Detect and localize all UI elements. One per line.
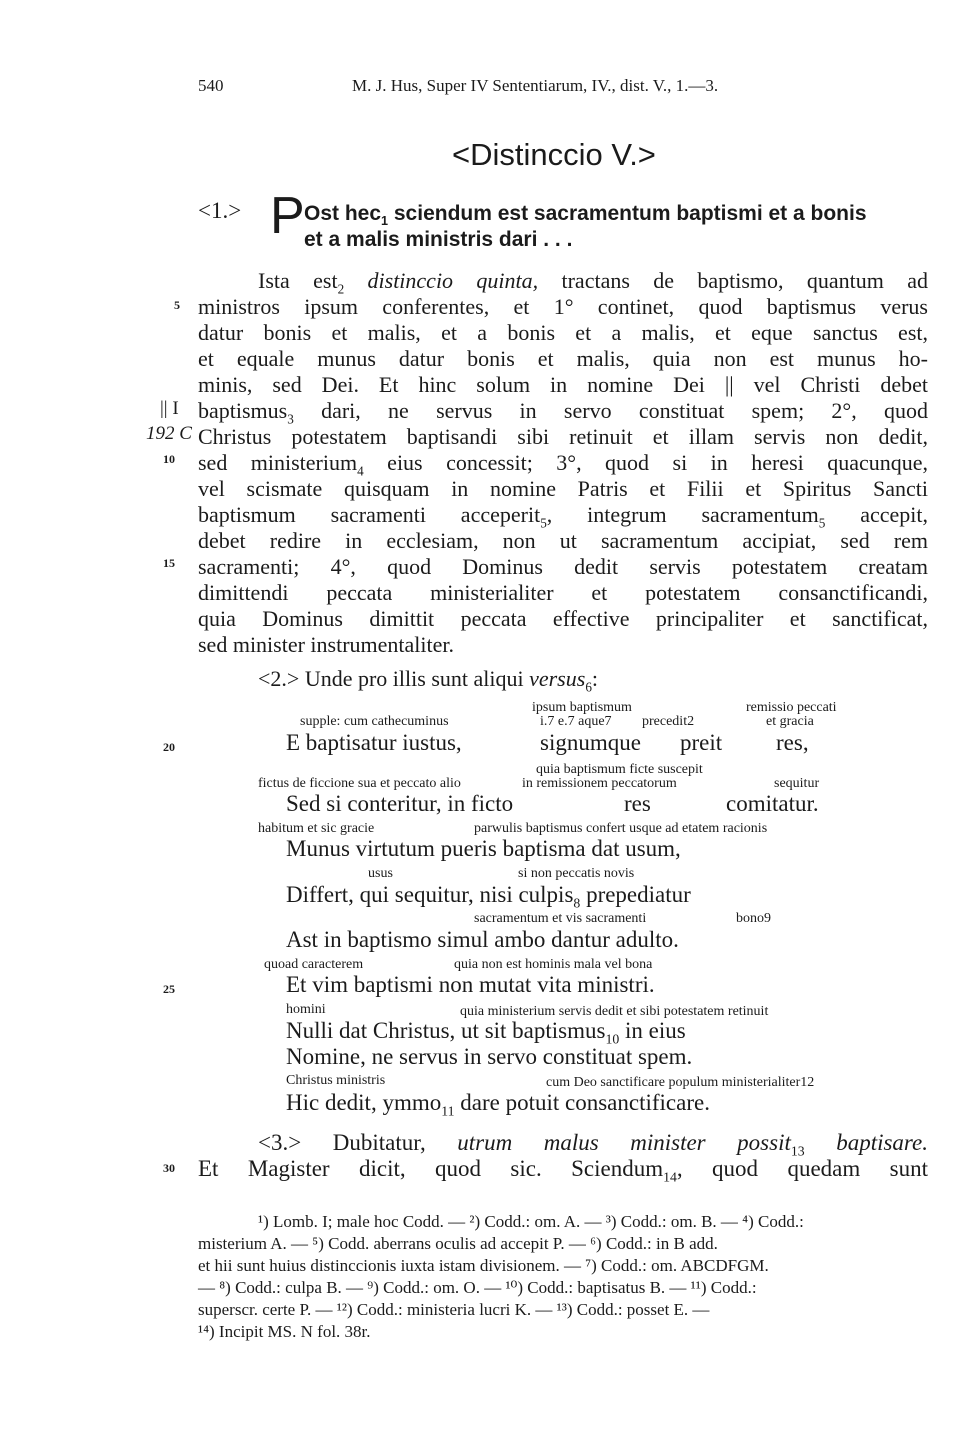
running-title: M. J. Hus, Super IV Sententiarum, IV., dist. V., 1.—3. bbox=[352, 76, 719, 95]
verse-2a: Sed si conteritur, in ficto bbox=[286, 791, 514, 816]
gloss: quia baptismum ficte suscepit bbox=[536, 762, 703, 777]
gloss: cum Deo sanctificare populum ministerialiter12 bbox=[546, 1075, 815, 1090]
verse-5: Ast in baptismo simul ambo dantur adulto. bbox=[286, 927, 679, 952]
para2-intro: <2.> Unde pro illis sunt aliqui versus$_6$: bbox=[258, 666, 599, 695]
para1-line-15: sed minister instrumentaliter. bbox=[198, 632, 455, 657]
para3-line-2: Et Magister dicit, quod sic. Sciendum$_{14}$, quod quedam sunt bbox=[198, 1156, 928, 1185]
verse-3: Munus virtutum pueris baptisma dat usum, bbox=[286, 836, 681, 861]
gloss: i.7 e.7 aque7 bbox=[540, 714, 612, 729]
page-number: 540 bbox=[198, 76, 224, 95]
verse-9: Hic dedit, ymmo$_{11}$ dare potuit consanctificare. bbox=[286, 1090, 710, 1119]
para3-line-1: <3.> Dubitatur, utrum malus minister possit$_{13}$ baptisare. bbox=[258, 1130, 928, 1159]
gloss: ipsum baptismum bbox=[532, 700, 632, 715]
gloss: precedit2 bbox=[642, 714, 695, 729]
para1-line-4: et equale munus datur bonis et malis, quia non est munus ho- bbox=[198, 346, 928, 371]
gloss: in remissionem peccatorum bbox=[522, 776, 677, 791]
para1-line-13: dimittendi peccata ministerialiter et potestatem consanctificandi, bbox=[198, 580, 928, 605]
para1-line-12: sacramenti; 4°, quod Dominus dedit servis potestatem creatam bbox=[198, 554, 928, 579]
para1-line-6: baptismus$_3$ dari, ne servus in servo constituat spem; 2°, quod bbox=[198, 398, 928, 427]
para1-line-3: datur bonis et malis, et a bonis et a malis, et eque sanctus est, bbox=[198, 320, 928, 345]
para1-line-7: Christus potestatem baptisandi sibi retinuit et illam servis non dedit, bbox=[198, 424, 928, 449]
para1-line-1: Ista est$_2$ distinccio quinta, tractans de baptismo, quantum ad bbox=[258, 268, 929, 297]
para1-line-5: minis, sed Dei. Et hinc solum in nomine Dei || vel Christi debet bbox=[198, 372, 928, 397]
line-number-10: 10 bbox=[163, 452, 175, 466]
section-title: <Distinccio V.> bbox=[452, 137, 656, 172]
footnote-line-6: ¹⁴) Incipit MS. N fol. 38r. bbox=[198, 1322, 371, 1341]
gloss: sacramentum et vis sacramenti bbox=[474, 911, 647, 926]
gloss: usus bbox=[368, 866, 393, 881]
footnote-line-2: misterium A. — ⁵) Codd. aberrans oculis ad accepit P. — ⁶) Codd.: in B add. bbox=[198, 1234, 718, 1253]
verse-1c: preit bbox=[680, 730, 723, 755]
line-number-20: 20 bbox=[163, 740, 175, 754]
line-number-25: 25 bbox=[163, 982, 175, 996]
footnote-line-3: et hii sunt huius distinccionis iuxta istam divisionem. — ⁷) Codd.: om. ABCDFGM. bbox=[198, 1256, 769, 1275]
line-number-15: 15 bbox=[163, 556, 175, 570]
manuscript-siglum-192c: 192 C bbox=[146, 423, 192, 444]
verse-1a: E baptisatur iustus, bbox=[286, 730, 462, 755]
gloss: supple: cum cathecuminus bbox=[300, 714, 449, 729]
verse-2b: res bbox=[624, 791, 651, 816]
para1-line-9: vel scismate quisquam in nomine Patris et Filii et Spiritus Sancti bbox=[198, 476, 928, 501]
manuscript-siglum-i: || I bbox=[160, 398, 179, 419]
gloss: sequitur bbox=[774, 776, 820, 791]
line-number-5: 5 bbox=[174, 298, 180, 312]
para1-line-8: sed ministerium$_4$ eius concessit; 3°, quod si in heresi quacunque, bbox=[198, 450, 928, 479]
gloss: homini bbox=[286, 1002, 326, 1017]
verse-6: Et vim baptismi non mutat vita ministri. bbox=[286, 972, 655, 997]
gloss: habitum et sic gracie bbox=[258, 821, 375, 836]
gloss: parwulis baptismus confert usque ad etatem racionis bbox=[474, 821, 768, 836]
gloss: fictus de ficcione sua et peccato alio bbox=[258, 776, 461, 791]
lemma-number: <1.> bbox=[198, 198, 242, 223]
gloss: bono9 bbox=[736, 911, 771, 926]
gloss: quoad caracterem bbox=[264, 957, 364, 972]
footnote-line-1: ¹) Lomb. I; male hoc Codd. — ²) Codd.: om. A. — ³) Codd.: om. B. — ⁴) Codd.: bbox=[258, 1212, 804, 1231]
para1-line-14: quia Dominus dimittit peccata effective principaliter et sanctificat, bbox=[198, 606, 928, 631]
gloss: remissio peccati bbox=[746, 700, 837, 715]
footnote-line-4: — ⁸) Codd.: culpa B. — ⁹) Codd.: om. O. — ¹⁰) Codd.: baptisatus B. — ¹¹) Codd.: bbox=[198, 1278, 757, 1297]
footnote-line-5: superscr. certe P. — ¹²) Codd.: ministeria lucri K. — ¹³) Codd.: posset E. — bbox=[198, 1300, 710, 1319]
verse-1d: res, bbox=[776, 730, 809, 755]
gloss: et gracia bbox=[766, 714, 814, 729]
verse-1b: signumque bbox=[540, 730, 641, 755]
gloss: si non peccatis novis bbox=[518, 866, 635, 881]
para1-line-11: debet redire in ecclesiam, non ut sacramentum accipiat, sed rem bbox=[198, 528, 928, 553]
para1-line-2: ministros ipsum conferentes, et 1° continet, quod baptismus verus bbox=[198, 294, 928, 319]
verse-4: Differt, qui sequitur, nisi culpis$_8$ prepediatur bbox=[286, 882, 691, 911]
gloss: quia ministerium servis dedit et sibi potestatem retinuit bbox=[460, 1004, 769, 1019]
verse-2c: comitatur. bbox=[726, 791, 819, 816]
gloss: Christus ministris bbox=[286, 1073, 386, 1088]
gloss: quia non est hominis mala vel bona bbox=[454, 957, 653, 972]
para1-line-10: baptismum sacramenti acceperit$_5$, integrum sacramentum$_5$ accepit, bbox=[198, 502, 928, 531]
drop-initial: P bbox=[270, 187, 305, 245]
verse-8: Nomine, ne servus in servo constituat spem. bbox=[286, 1044, 693, 1069]
lemma-line-2: et a malis ministris dari . . . bbox=[304, 228, 573, 251]
line-number-30: 30 bbox=[163, 1161, 175, 1175]
verse-7: Nulli dat Christus, ut sit baptismus$_{10}$ in eius bbox=[286, 1018, 686, 1047]
lemma-line-1: Ost hec$_1$ sciendum est sacramentum baptismi et a bonis bbox=[304, 202, 867, 229]
